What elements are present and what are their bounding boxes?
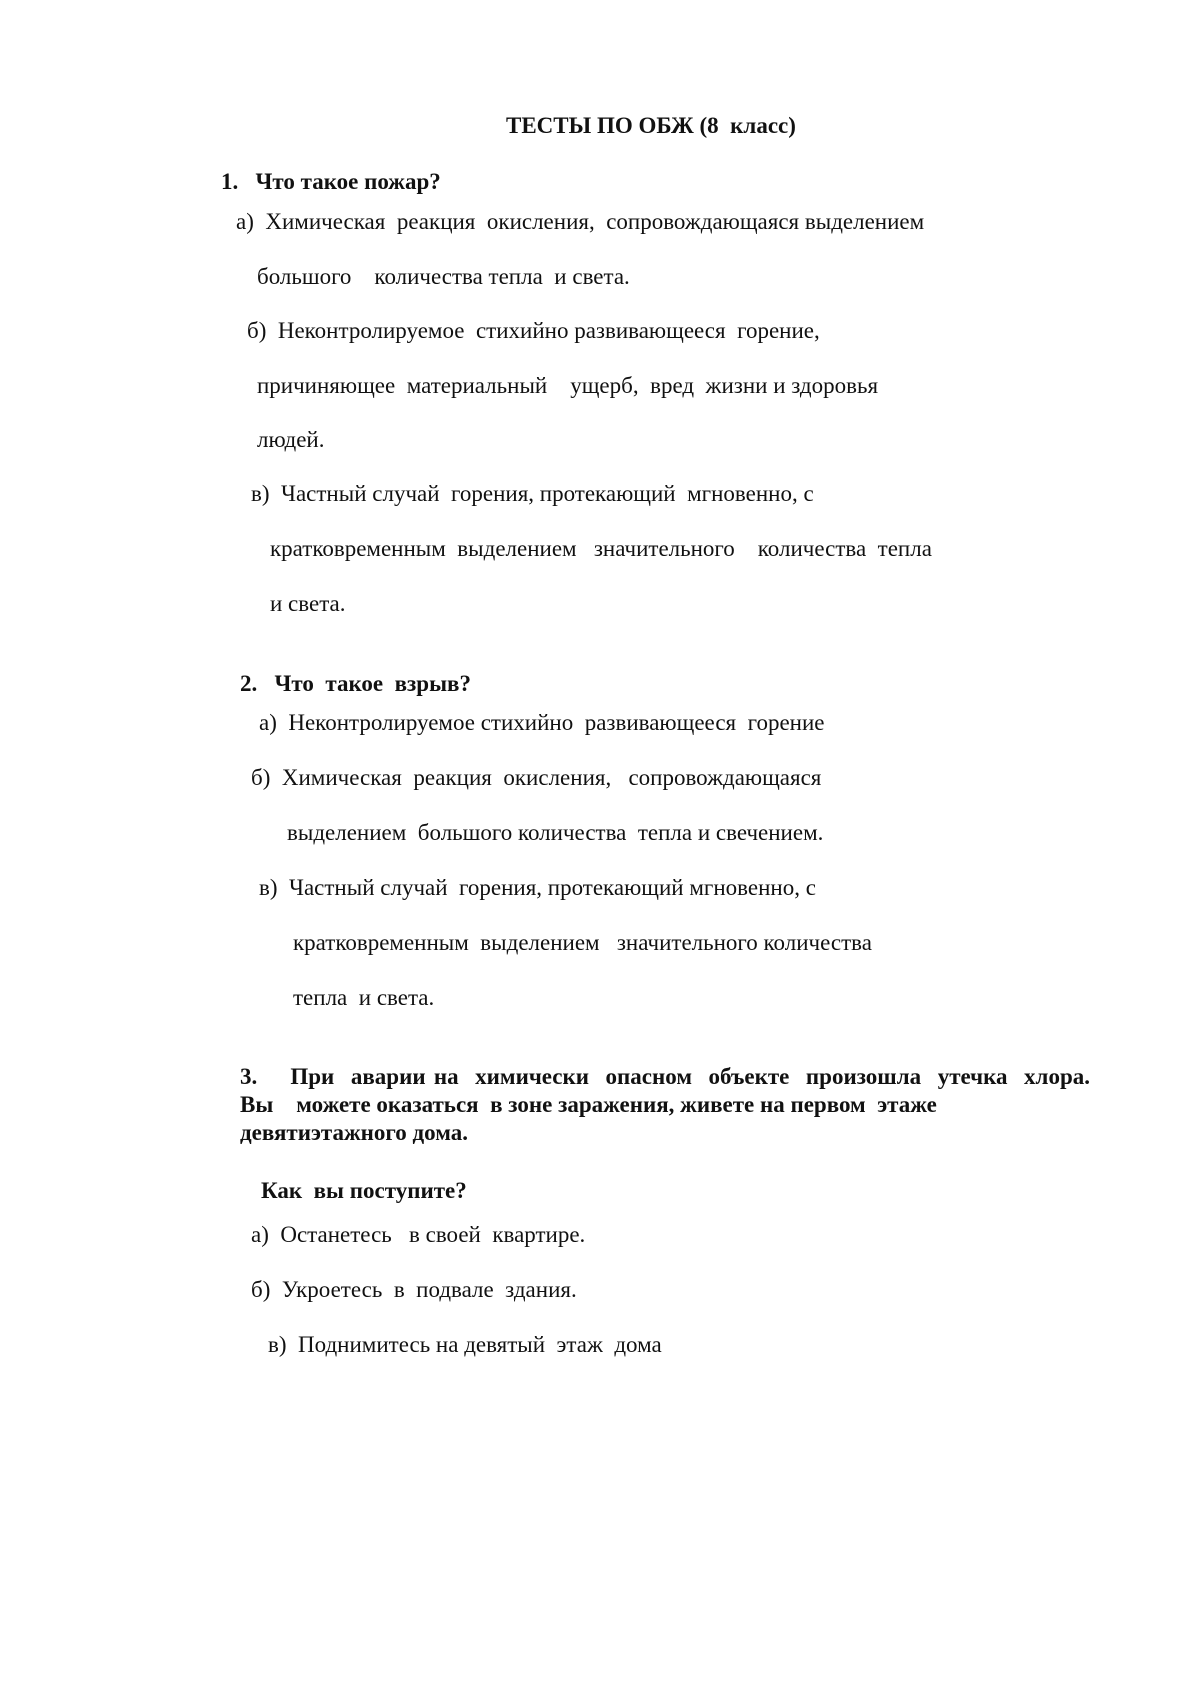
question-3-answer-c: в) Поднимитесь на девятый этаж дома (268, 1332, 662, 1357)
question-2-answer-c: в) Частный случай горения, протекающий мгновенно, с (259, 875, 816, 900)
question-1-answer-a: а) Химическая реакция окисления, сопровождающаяся выделением (236, 209, 925, 234)
question-2-heading: 2. Что такое взрыв? (240, 671, 471, 696)
question-3-heading (240, 1063, 1090, 1147)
question-2-answer-b-cont: выделением большого количества тепла и свечением. (287, 820, 824, 845)
question-3-subheading: Как вы поступите? (261, 1178, 467, 1203)
question-3-answer-a: а) Останетесь в своей квартире. (251, 1222, 586, 1247)
question-1-answer-a-cont: большого количества тепла и света. (257, 264, 630, 289)
page-title: ТЕСТЫ ПО ОБЖ (8 класс) (506, 113, 796, 138)
question-1-answer-c: в) Частный случай горения, протекающий мгновенно, с (251, 481, 814, 506)
question-3-heading-line-3: девятиэтажного дома. (240, 1120, 468, 1145)
question-2-answer-b: б) Химическая реакция окисления, сопровождающаяся (251, 765, 822, 790)
question-1-answer-c-cont2: и света. (270, 591, 346, 616)
question-1-heading: 1. Что такое пожар? (221, 169, 441, 194)
question-3-heading-line-2: Вы можете оказаться в зоне заражения, живете на первом этаже (240, 1092, 937, 1117)
question-2-answer-c-cont2: тепла и света. (293, 985, 435, 1010)
question-3-heading-line-1: 3. При аварии на химически опасном объекте произошла утечка хлора. (240, 1064, 1090, 1089)
question-3-answer-b: б) Укроетесь в подвале здания. (251, 1277, 577, 1302)
question-2-answer-a: а) Неконтролируемое стихийно развивающееся горение (259, 710, 825, 735)
question-2-answer-c-cont: кратковременным выделением значительного количества (293, 930, 872, 955)
question-1-answer-b-cont2: людей. (257, 427, 325, 452)
question-1-answer-b: б) Неконтролируемое стихийно развивающееся горение, (247, 318, 820, 343)
question-1-answer-c-cont: кратковременным выделением значительного количества тепла (270, 536, 932, 561)
question-1-answer-b-cont: причиняющее материальный ущерб, вред жизни и здоровья (257, 373, 879, 398)
